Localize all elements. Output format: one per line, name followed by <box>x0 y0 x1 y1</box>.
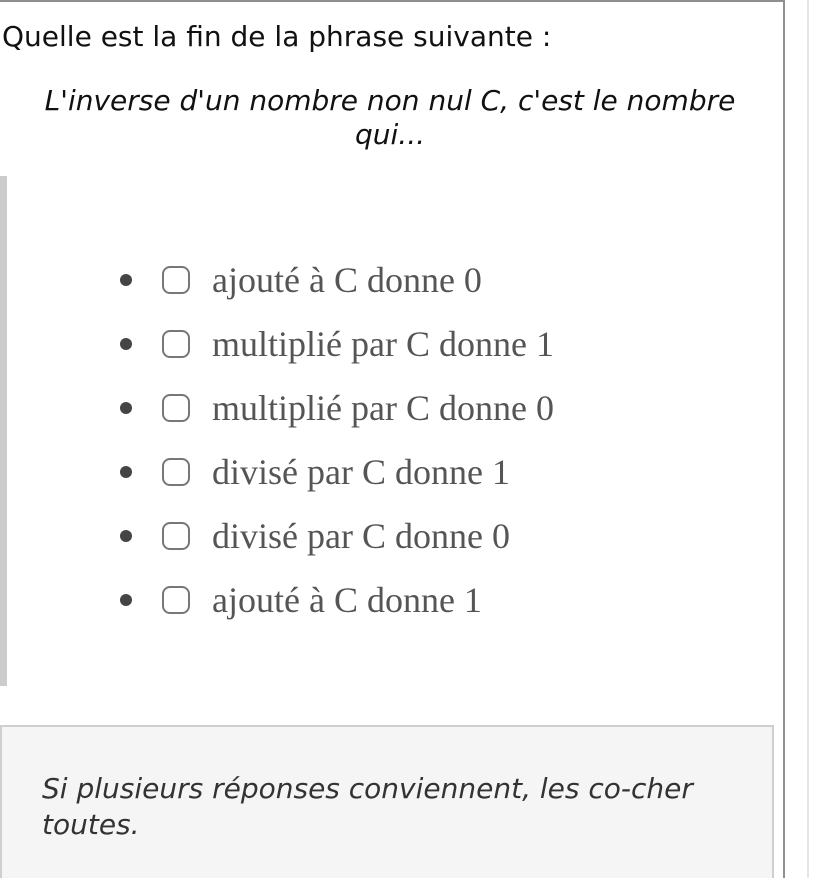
bullet-icon <box>120 530 132 542</box>
answer-list <box>113 248 554 632</box>
answer-option-2[interactable] <box>113 312 554 376</box>
answer-label-5[interactable]: divisé par C donne 0 <box>212 516 510 556</box>
answer-label-1[interactable]: ajouté à C donne 0 <box>212 260 482 300</box>
answer-checkbox-6[interactable] <box>162 586 190 614</box>
bullet-icon <box>120 594 132 606</box>
bullet-icon <box>120 338 132 350</box>
bullet-icon <box>120 274 132 286</box>
answers-block <box>0 176 784 686</box>
bullet-icon <box>120 402 132 414</box>
question-prompt: Quelle est la fin de la phrase suivante : <box>2 20 552 53</box>
scrollbar-line <box>807 0 809 878</box>
answer-option-4[interactable] <box>113 440 554 504</box>
answer-label-4[interactable]: divisé par C donne 1 <box>212 452 510 492</box>
answer-option-1[interactable] <box>113 248 554 312</box>
answer-checkbox-2[interactable] <box>162 330 190 358</box>
answer-label-6[interactable]: ajouté à C donne 1 <box>212 580 482 620</box>
answer-option-5[interactable] <box>113 504 554 568</box>
question-statement: L'inverse d'un nombre non nul C, c'est le nombre qui... <box>44 84 736 151</box>
scrollbar-track[interactable] <box>787 0 817 878</box>
answer-checkbox-1[interactable] <box>162 266 190 294</box>
answer-label-3[interactable]: multiplié par C donne 0 <box>212 388 554 428</box>
answer-checkbox-3[interactable] <box>162 394 190 422</box>
hint-box <box>0 725 774 878</box>
answer-option-3[interactable] <box>113 376 554 440</box>
answer-label-2[interactable]: multiplié par C donne 1 <box>212 324 554 364</box>
answer-checkbox-4[interactable] <box>162 458 190 486</box>
bullet-icon <box>120 466 132 478</box>
answer-checkbox-5[interactable] <box>162 522 190 550</box>
answer-option-6[interactable] <box>113 568 554 632</box>
hint-text: Si plusieurs réponses conviennent, les co-cher toutes. <box>42 772 693 841</box>
